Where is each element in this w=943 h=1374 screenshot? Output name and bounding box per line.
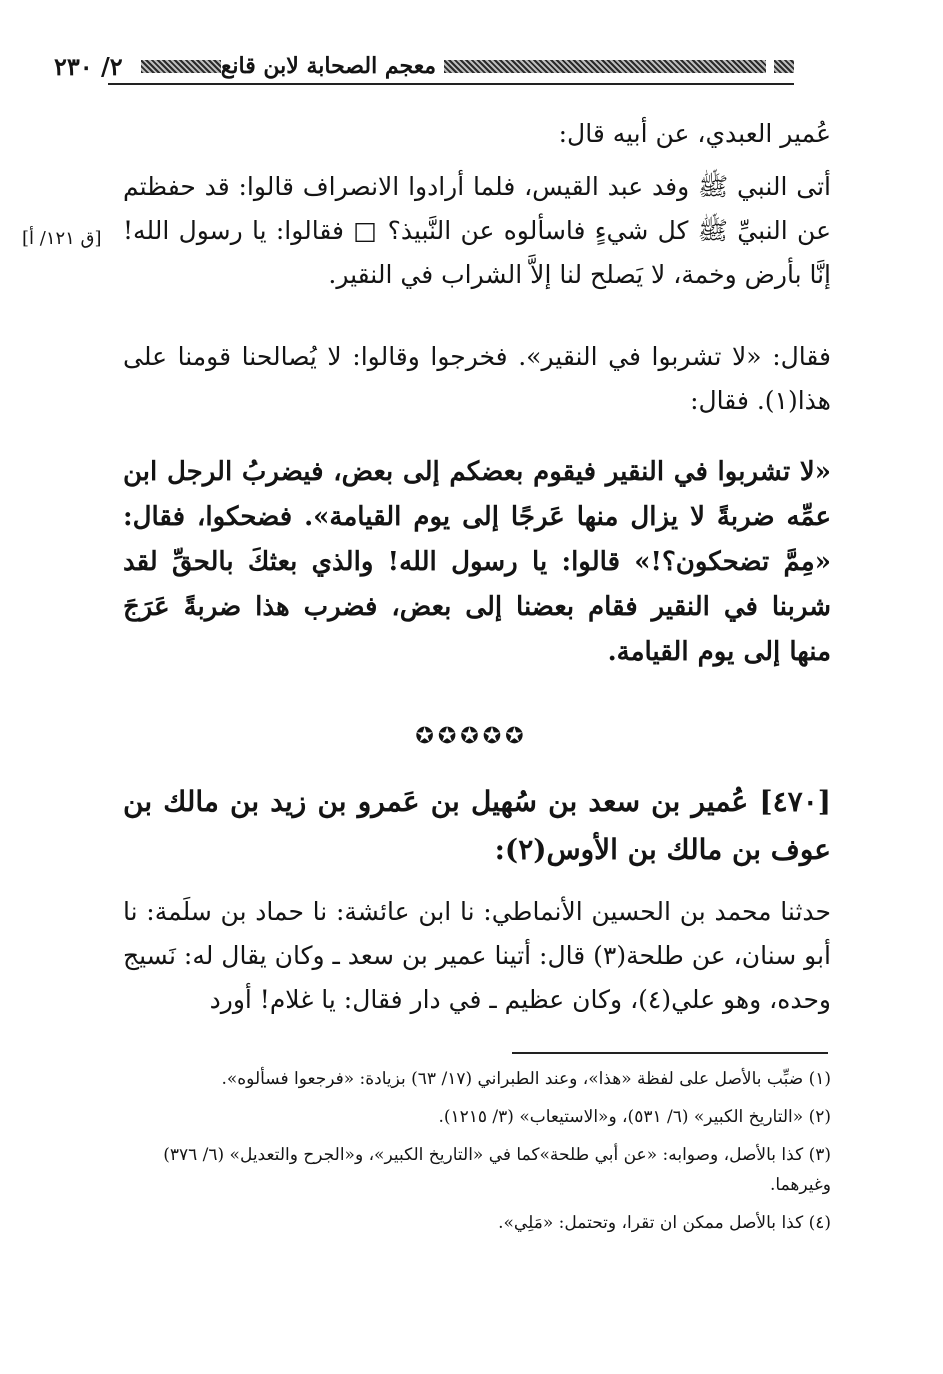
footnote-separator bbox=[512, 1052, 828, 1054]
header-ornament-left bbox=[141, 60, 221, 73]
section-separator: ✪✪✪✪✪ bbox=[415, 724, 528, 749]
footnote-4: (٤) كذا بالأصل ممكن ان تقرا، وتحتمل: «مَلِي». bbox=[498, 1213, 831, 1233]
footnote-1: (١) ضبِّب بالأصل على لفظة «هذا»، وعند الطبراني (١٧/ ٦٣) بزيادة: «فرجعوا فسألوه». bbox=[221, 1069, 831, 1089]
paragraph-1: عُمير العبدي، عن أبيه قال: bbox=[558, 119, 831, 148]
paragraph-2: أتى النبي ﷺ وفد عبد القيس، فلما أرادوا الانصراف قالوا: قد حفظتم عن النبيِّ ﷺ كل شيءٍ فاسألوه عن النَّبيذ؟ □ فقالوا: يا رسول الله! إنَّا بأرض وخمة، لا يَصلح لنا إلاَّ الشراب في النقير. bbox=[123, 172, 831, 289]
manuscript-folio-note: [ق ١٢١/ أ] bbox=[22, 228, 102, 249]
page-number: ٢/ ٢٣٠ bbox=[54, 51, 123, 81]
paragraph-isnad: حدثنا محمد بن الحسين الأنماطي: نا ابن عائشة: نا حماد بن سلَمة: نا أبو سنان، عن طلحة(٣) قال: أتينا عمير بن سعد ـ وكان يقال له: نَسيج وحده، وهو علي(٤)، وكان عظيم ـ في دار فقال: يا غلام! أورد bbox=[123, 897, 831, 1014]
footnotes bbox=[121, 1064, 831, 1246]
paragraph-3: فقال: «لا تشربوا في النقير». فخرجوا وقالوا: لا يُصالحنا قومنا على هذا(١). فقال: bbox=[123, 342, 831, 415]
book-title: معجم الصحابة لابن قانع bbox=[220, 53, 437, 79]
header-rule bbox=[108, 83, 794, 85]
footnote-3: (٣) كذا بالأصل، وصوابه: «عن أبي طلحة»كما في «التاريخ الكبير»، و«الجرح والتعديل» (٦/ ٣٧٦) وغيرهما. bbox=[163, 1145, 831, 1195]
header-ornament-right bbox=[774, 60, 794, 73]
entry-heading: [٤٧٠] عُمير بن سعد بن سُهيل بن عَمرو بن زيد بن مالك بن عوف بن مالك بن الأوس(٢): bbox=[123, 785, 831, 866]
footnote-2: (٢) «التاريخ الكبير» (٦/ ٥٣١)، و«الاستيعاب» (٣/ ١٢١٥). bbox=[438, 1107, 831, 1127]
hadith-quote: «لا تشربوا في النقير فيقوم بعضكم إلى بعض، فيضربُ الرجل ابن عمِّه ضربةً لا يزال منها عَرجًا إلى يوم القيامة». فضحكوا، فقال: «مِمَّ تضحكون؟!» قالوا: يا رسول الله! والذي بعثكَ بالحقِّ لقد شربنا في النقير فقام بعضنا إلى بعض، فضرب هذا ضربةً عَرَجَ منها إلى يوم القيامة. bbox=[123, 457, 831, 667]
header-ornament-mid bbox=[444, 60, 766, 73]
running-header bbox=[48, 46, 794, 86]
